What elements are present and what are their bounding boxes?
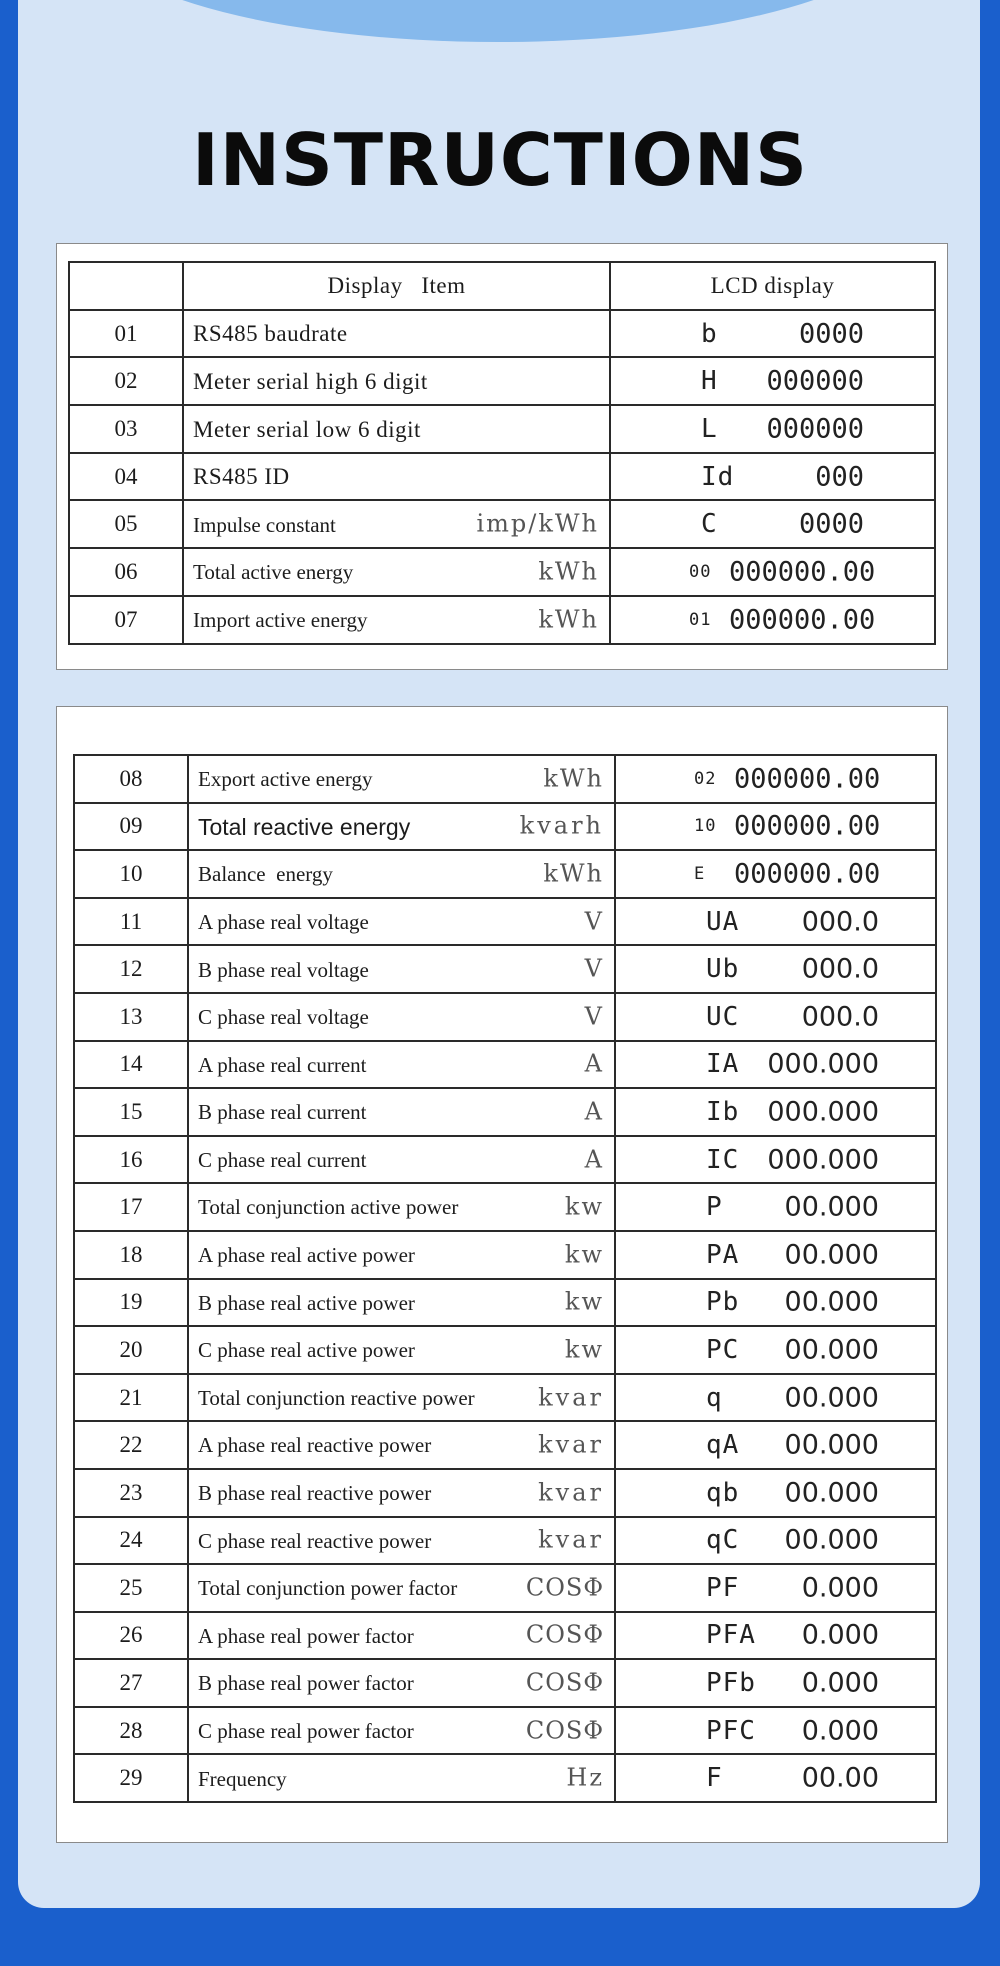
unit-label: A — [584, 1144, 604, 1173]
lcd-code: P — [706, 1192, 723, 1223]
display-item-cell — [188, 850, 615, 898]
row-number: 21 — [74, 1374, 188, 1422]
lcd-code: b — [701, 318, 718, 349]
lcd-value: 000.0 — [801, 906, 879, 938]
row-number: 03 — [69, 405, 183, 453]
table-header-row — [69, 262, 935, 310]
lcd-value: 00.000 — [784, 1429, 879, 1461]
lcd-code: PFA — [706, 1620, 756, 1651]
row-number: 24 — [74, 1517, 188, 1565]
lcd-value: 0000 — [798, 318, 864, 350]
display-item-label: Total active energy — [193, 560, 354, 585]
table-row-29 — [74, 1754, 936, 1802]
lcd-value: 0000 — [798, 508, 864, 540]
row-number: 20 — [74, 1326, 188, 1374]
lcd-display-cell — [610, 453, 935, 501]
lcd-value: 000000.00 — [734, 763, 881, 795]
display-item-cell — [183, 548, 610, 596]
lcd-value: 00.000 — [784, 1477, 879, 1509]
display-item-label: A phase real active power — [198, 1243, 415, 1268]
row-number: 08 — [74, 755, 188, 803]
row-number: 29 — [74, 1754, 188, 1802]
lcd-code: F — [706, 1763, 723, 1794]
lcd-display-cell — [615, 1421, 936, 1469]
lcd-display-cell — [615, 1612, 936, 1660]
lcd-display-cell — [610, 596, 935, 644]
lcd-code: UA — [706, 906, 740, 937]
row-number: 13 — [74, 993, 188, 1041]
lcd-display-cell — [615, 803, 936, 851]
lcd-display-cell — [615, 1469, 936, 1517]
row-number: 14 — [74, 1041, 188, 1089]
display-item-cell — [183, 405, 610, 453]
display-item-cell — [188, 1374, 615, 1422]
display-item-label: Impulse constant — [193, 512, 336, 537]
display-item-cell — [188, 945, 615, 993]
lcd-code: Pb — [706, 1287, 740, 1318]
display-item-cell — [188, 1326, 615, 1374]
table-row-26 — [74, 1612, 936, 1660]
lcd-value: 000000.00 — [734, 858, 881, 890]
lcd-code: PFC — [706, 1715, 756, 1746]
display-item-label: Export active energy — [198, 767, 373, 792]
lcd-display-cell — [610, 548, 935, 596]
lcd-value: 000000.00 — [729, 556, 876, 588]
row-number: 22 — [74, 1421, 188, 1469]
lcd-display-cell — [615, 1088, 936, 1136]
lcd-value: 000.000 — [767, 1096, 879, 1128]
display-item-label: A phase real power factor — [198, 1623, 414, 1648]
row-number: 19 — [74, 1279, 188, 1327]
table-row-17 — [74, 1183, 936, 1231]
lcd-display-cell — [615, 1279, 936, 1327]
row-number: 17 — [74, 1183, 188, 1231]
table-row-09 — [74, 803, 936, 851]
display-item-cell — [188, 1564, 615, 1612]
lcd-display-cell — [615, 945, 936, 993]
row-number: 05 — [69, 500, 183, 548]
row-number: 26 — [74, 1612, 188, 1660]
display-item-label: Total conjunction active power — [198, 1195, 459, 1220]
lcd-display-cell — [615, 1754, 936, 1802]
display-item-cell — [188, 993, 615, 1041]
lcd-display-cell — [615, 1517, 936, 1565]
lcd-display-cell — [615, 1564, 936, 1612]
table-row-19 — [74, 1279, 936, 1327]
lcd-value: 00.000 — [784, 1191, 879, 1223]
row-number: 16 — [74, 1136, 188, 1184]
row-number: 28 — [74, 1707, 188, 1755]
lcd-code: PFb — [706, 1668, 756, 1699]
unit-label: V — [584, 1002, 604, 1031]
unit-label: kvarh — [519, 811, 604, 840]
display-item-cell — [188, 1707, 615, 1755]
lcd-value: 00.000 — [784, 1334, 879, 1366]
display-item-label: A phase real reactive power — [198, 1433, 432, 1458]
lcd-code: Id — [701, 461, 735, 492]
unit-label: kvar — [538, 1382, 604, 1411]
table-row-15 — [74, 1088, 936, 1136]
lcd-code: 02 — [694, 768, 717, 789]
row-number: 06 — [69, 548, 183, 596]
row-number: 07 — [69, 596, 183, 644]
table-row-04 — [69, 453, 935, 501]
row-number: 12 — [74, 945, 188, 993]
row-number: 11 — [74, 898, 188, 946]
display-item-cell — [188, 1612, 615, 1660]
lcd-value: 000000 — [766, 413, 864, 445]
display-item-cell — [188, 1754, 615, 1802]
display-item-cell — [188, 1517, 615, 1565]
unit-label: COSΦ — [525, 1620, 604, 1649]
lcd-value: 00.000 — [784, 1239, 879, 1271]
display-item-label: Total conjunction reactive power — [198, 1385, 475, 1410]
unit-label: V — [584, 907, 604, 936]
unit-label: A — [584, 1097, 604, 1126]
display-item-cell — [183, 357, 610, 405]
lcd-value: 000.000 — [767, 1144, 879, 1176]
lcd-code: UC — [706, 1001, 740, 1032]
unit-label: kWh — [543, 764, 604, 793]
display-item-cell — [188, 1088, 615, 1136]
table-row-14 — [74, 1041, 936, 1089]
row-number: 02 — [69, 357, 183, 405]
display-item-cell — [183, 310, 610, 358]
display-item-cell — [188, 1279, 615, 1327]
lcd-display-cell — [615, 1659, 936, 1707]
display-item-label: C phase real reactive power — [198, 1528, 432, 1553]
unit-label: kw — [564, 1192, 604, 1221]
lcd-code: qb — [706, 1477, 740, 1508]
table-row-28 — [74, 1707, 936, 1755]
table-row-10 — [74, 850, 936, 898]
lcd-value: 0.000 — [801, 1715, 879, 1747]
display-item-label: C phase real voltage — [198, 1005, 369, 1030]
display-item-label: A phase real current — [198, 1052, 367, 1077]
lcd-value: 000 — [815, 461, 864, 493]
unit-label: Hz — [566, 1763, 604, 1792]
unit-label: kw — [564, 1335, 604, 1364]
lcd-code: PF — [706, 1572, 740, 1603]
display-item-cell — [188, 1231, 615, 1279]
table-row-13 — [74, 993, 936, 1041]
display-item-cell — [188, 1469, 615, 1517]
table-row-25 — [74, 1564, 936, 1612]
display-item-cell — [183, 453, 610, 501]
display-table-1 — [68, 261, 936, 645]
unit-label: kWh — [538, 605, 599, 634]
display-item-label: RS485 ID — [193, 464, 290, 490]
unit-label: kw — [564, 1240, 604, 1269]
lcd-display-cell — [615, 1374, 936, 1422]
row-number: 27 — [74, 1659, 188, 1707]
display-item-label: Balance energy — [198, 862, 333, 887]
unit-label: imp/kWh — [476, 509, 599, 538]
table-row-27 — [74, 1659, 936, 1707]
display-item-cell — [188, 898, 615, 946]
unit-label: A — [584, 1049, 604, 1078]
display-item-label: Import active energy — [193, 608, 368, 632]
display-item-label: Frequency — [198, 1766, 287, 1791]
lcd-display-cell — [615, 898, 936, 946]
lcd-code: H — [701, 366, 718, 397]
display-item-label: Total reactive energy — [198, 813, 411, 840]
display-item-cell — [188, 755, 615, 803]
row-number: 23 — [74, 1469, 188, 1517]
table-row-18 — [74, 1231, 936, 1279]
table-row-03 — [69, 405, 935, 453]
table-row-01 — [69, 310, 935, 358]
table-row-08 — [74, 755, 936, 803]
lcd-display-cell — [610, 500, 935, 548]
display-item-label: C phase real active power — [198, 1338, 415, 1363]
lcd-code: IA — [706, 1049, 740, 1080]
unit-label: COSΦ — [525, 1716, 604, 1745]
row-number: 15 — [74, 1088, 188, 1136]
display-item-cell — [188, 1136, 615, 1184]
display-item-cell — [183, 596, 610, 644]
table-row-23 — [74, 1469, 936, 1517]
unit-label: kWh — [543, 859, 604, 888]
unit-label: kWh — [538, 557, 599, 586]
display-item-label: A phase real voltage — [198, 909, 369, 934]
table-row-02 — [69, 357, 935, 405]
lcd-code: qA — [706, 1430, 740, 1461]
display-item-label: Meter serial low 6 digit — [193, 416, 421, 442]
lcd-display-cell — [615, 850, 936, 898]
row-number: 09 — [74, 803, 188, 851]
lcd-code: 10 — [694, 816, 717, 837]
lcd-value: 0.000 — [801, 1572, 879, 1604]
display-table-2 — [73, 754, 937, 1803]
table-row-22 — [74, 1421, 936, 1469]
display-item-label: B phase real reactive power — [198, 1481, 432, 1506]
header-display-item: Display Item — [183, 262, 610, 310]
lcd-code: Ib — [706, 1096, 740, 1127]
lcd-display-cell — [615, 1707, 936, 1755]
lcd-value: 00.00 — [801, 1762, 879, 1794]
display-item-label: B phase real power factor — [198, 1671, 414, 1696]
display-item-cell — [188, 1421, 615, 1469]
unit-label: kw — [564, 1287, 604, 1316]
lcd-code: IC — [706, 1144, 740, 1175]
table-row-06 — [69, 548, 935, 596]
row-number: 10 — [74, 850, 188, 898]
display-item-label: B phase real current — [198, 1100, 367, 1125]
lcd-display-cell — [615, 1136, 936, 1184]
display-item-cell — [188, 1041, 615, 1089]
instructions-card-2 — [56, 706, 948, 1843]
display-item-label: Meter serial high 6 digit — [193, 369, 428, 395]
display-item-cell — [188, 1183, 615, 1231]
decorative-arc — [88, 0, 908, 42]
lcd-code: qC — [706, 1525, 740, 1556]
lcd-code: PC — [706, 1334, 740, 1365]
lcd-code: 00 — [689, 561, 712, 582]
lcd-value: 000000 — [766, 365, 864, 397]
lcd-code: 01 — [689, 609, 712, 630]
display-item-label: RS485 baudrate — [193, 321, 348, 347]
lcd-code: Ub — [706, 954, 740, 985]
lcd-code: E — [694, 863, 706, 884]
lcd-value: 000.0 — [801, 1001, 879, 1033]
lcd-display-cell — [610, 357, 935, 405]
lcd-value: 000.000 — [767, 1048, 879, 1080]
table-row-11 — [74, 898, 936, 946]
table-row-20 — [74, 1326, 936, 1374]
unit-label: kvar — [538, 1478, 604, 1507]
row-number: 04 — [69, 453, 183, 501]
header-lcd-display: LCD display — [610, 262, 935, 310]
lcd-display-cell — [615, 1326, 936, 1374]
header-no — [69, 262, 183, 310]
unit-label: V — [584, 954, 604, 983]
lcd-value: 00.000 — [784, 1524, 879, 1556]
page-title: INSTRUCTIONS — [192, 118, 808, 202]
lcd-display-cell — [615, 755, 936, 803]
display-item-label: Total conjunction power factor — [198, 1576, 458, 1601]
lcd-display-cell — [610, 310, 935, 358]
lcd-value: 00.000 — [784, 1286, 879, 1318]
lcd-value: 000000.00 — [729, 604, 876, 636]
unit-label: COSΦ — [525, 1668, 604, 1697]
row-number: 01 — [69, 310, 183, 358]
lcd-display-cell — [615, 1231, 936, 1279]
lcd-code: PA — [706, 1239, 740, 1270]
lcd-code: L — [701, 413, 718, 444]
lcd-code: C — [701, 509, 718, 540]
lcd-display-cell — [615, 1041, 936, 1089]
display-item-label: B phase real voltage — [198, 957, 369, 982]
unit-label: kvar — [538, 1525, 604, 1554]
table-row-21 — [74, 1374, 936, 1422]
table-row-12 — [74, 945, 936, 993]
lcd-value: 0.000 — [801, 1619, 879, 1651]
row-number: 18 — [74, 1231, 188, 1279]
lcd-display-cell — [615, 993, 936, 1041]
lcd-display-cell — [610, 405, 935, 453]
display-item-label: C phase real power factor — [198, 1719, 414, 1744]
display-item-label: C phase real current — [198, 1147, 367, 1172]
instructions-card-1 — [56, 243, 948, 670]
lcd-display-cell — [615, 1183, 936, 1231]
table-row-24 — [74, 1517, 936, 1565]
lcd-value: 00.000 — [784, 1382, 879, 1414]
row-number: 25 — [74, 1564, 188, 1612]
unit-label: COSΦ — [525, 1573, 604, 1602]
lcd-value: 0.000 — [801, 1667, 879, 1699]
table-row-05 — [69, 500, 935, 548]
unit-label: kvar — [538, 1430, 604, 1459]
lcd-value: 000.0 — [801, 953, 879, 985]
display-item-cell — [183, 500, 610, 548]
table-row-07 — [69, 596, 935, 644]
display-item-cell — [188, 1659, 615, 1707]
display-item-cell — [188, 803, 615, 851]
display-item-label: B phase real active power — [198, 1290, 415, 1315]
lcd-code: q — [706, 1382, 723, 1413]
table-row-16 — [74, 1136, 936, 1184]
lcd-value: 000000.00 — [734, 810, 881, 842]
